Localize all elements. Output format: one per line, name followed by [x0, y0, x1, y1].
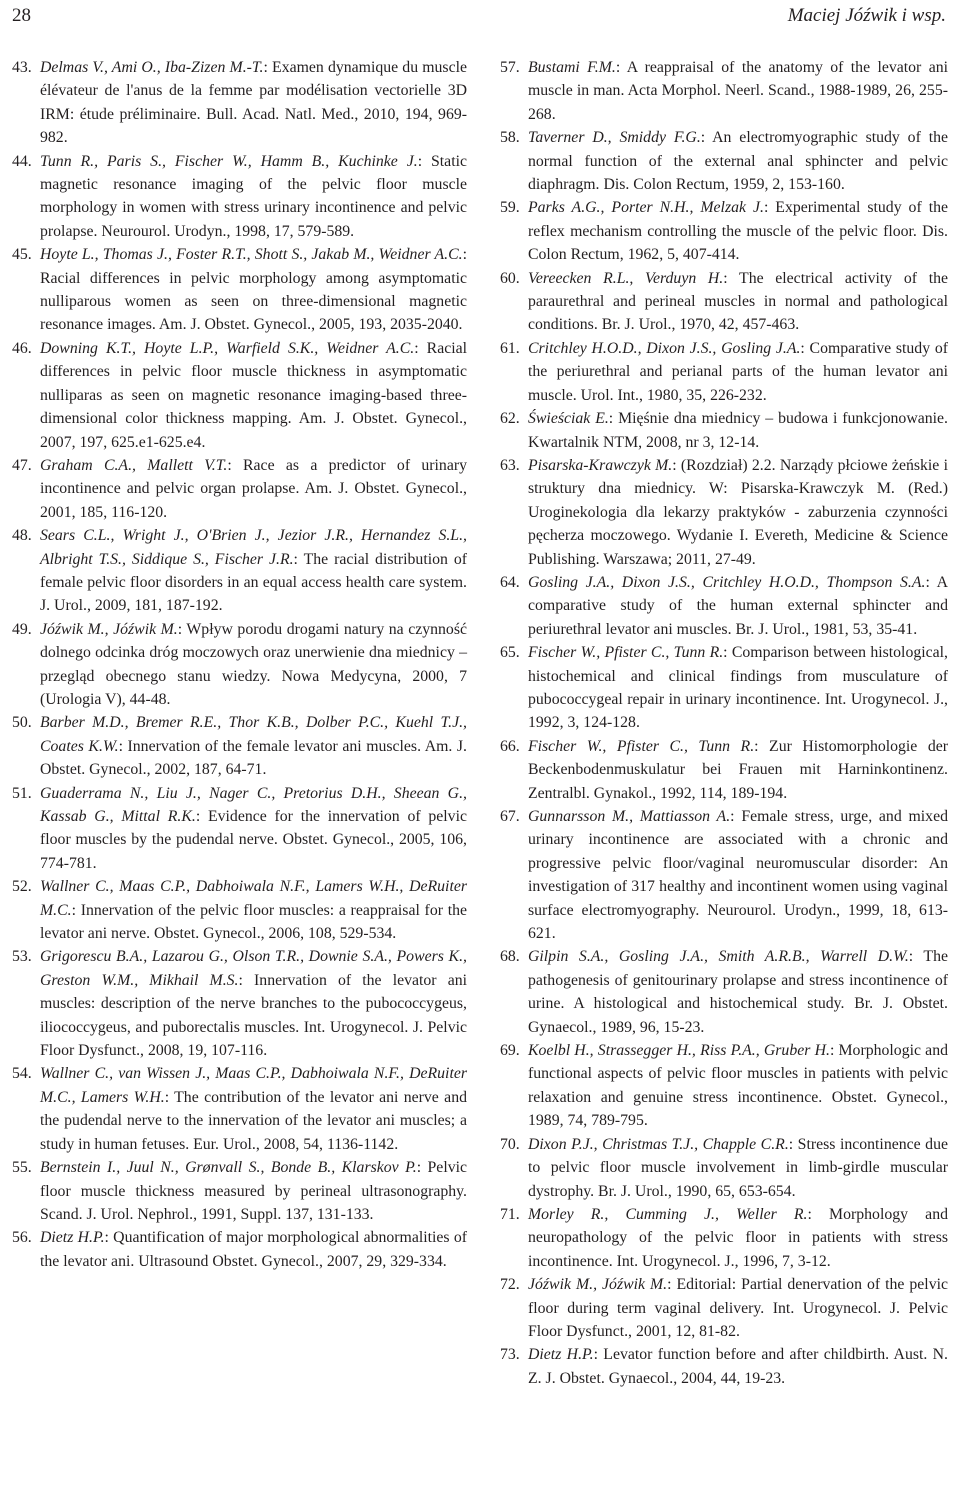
reference-item: [500, 126, 948, 196]
reference-authors: Bernstein I., Juul N., Grønvall S., Bonde B., Klarskov P.: [40, 1159, 417, 1177]
reference-body: [528, 56, 948, 126]
reference-number: 58.: [500, 129, 520, 147]
reference-text: : Zur Histomorphologie der Beckenbodenmuskulatur bei Frauen mit Harninkontinenz. Zentralbl. Gynakol., 1992, 114, 189-194.: [528, 737, 948, 802]
reference-authors: Downing K.T., Hoyte L.P., Warfield S.K., Weidner A.C.: [40, 339, 415, 357]
reference-text: : The pathogenesis of genitourinary prolapse and stress incontinence of urine. A histological and histochemical study. Br. J. Obstet. Gynaecol., 1989, 96, 15-23.: [528, 948, 948, 1036]
reference-authors: Dixon P.J., Christmas T.J., Chapple C.R.: [528, 1135, 789, 1153]
running-title: Maciej Jóźwik i wsp.: [787, 5, 946, 26]
reference-authors: Grigorescu B.A., Lazarou G., Olson T.R., Downie S.A., Powers K., Greston W.M., Mikhail M.S.: [40, 948, 467, 989]
reference-text: : The racial distribution of female pelvic floor disorders in an equal access health care system. J. Urol., 2009, 181, 187-192.: [40, 550, 467, 615]
reference-number: 52.: [12, 878, 32, 896]
reference-authors: Delmas V., Ami O., Iba-Zizen M.-T.: [40, 59, 264, 76]
reference-text: : Race as a predictor of urinary incontinence and pelvic organ prolapse. Am. J. Obstet. Gynecol., 2001, 185, 116-120.: [40, 456, 467, 521]
reference-text: : Innervation of the levator ani muscles: description of the nerve branches to the pubococcygeus, iliococcygeus, and puborectalis muscles. Int. Urogynecol. J. Pelvic Floor Dysfunct., 2008, 19, 107-116.: [40, 971, 467, 1060]
reference-number: 64.: [500, 573, 520, 591]
reference-authors: Pisarska-Krawczyk M.: [528, 456, 673, 474]
reference-body: [528, 407, 948, 454]
reference-authors: Bustami F.M.: [528, 59, 616, 76]
reference-body: [528, 641, 948, 735]
reference-number: 43.: [12, 59, 32, 76]
reference-number: 67.: [500, 808, 520, 825]
reference-authors: Critchley H.O.D., Dixon J.S., Gosling J.A.: [528, 339, 801, 357]
reference-number: 51.: [12, 784, 32, 802]
reference-authors: Gosling J.A., Dixon J.S., Critchley H.O.D., Thompson S.A.: [528, 573, 926, 591]
reference-text: : Stress incontinence due to pelvic floor muscle involvement in limb-girdle muscular dystrophy. Br. J. Urol., 1990, 65, 653-654.: [528, 1135, 948, 1200]
reference-item: [500, 1273, 948, 1343]
reference-number: 68.: [500, 948, 520, 966]
reference-body: [528, 1343, 948, 1390]
reference-authors: Dietz H.P.: [528, 1346, 594, 1364]
reference-body: [528, 267, 948, 337]
reference-number: 45.: [12, 246, 32, 264]
reference-text: : Pelvic floor muscle thickness measured by perineal ultrasonography. Scand. J. Urol. Nephrol., 1991, Suppl. 137, 131-133.: [40, 1159, 468, 1223]
reference-item: [500, 571, 948, 641]
reference-authors: Parks A.G., Porter N.H., Melzak J.: [528, 199, 764, 217]
reference-item: [12, 1156, 467, 1226]
reference-number: 65.: [500, 644, 520, 662]
reference-item: [500, 1203, 948, 1273]
reference-number: 44.: [12, 152, 32, 170]
reference-body: [528, 571, 948, 641]
reference-number: 60.: [500, 269, 520, 287]
reference-text: : An electromyographic study of the normal function of the external anal sphincter and pelvic diaphragm. Dis. Colon Rectum, 1959, 2, 153-160.: [528, 129, 948, 194]
reference-body: [40, 711, 467, 781]
reference-number: 46.: [12, 339, 32, 357]
reference-authors: Tunn R., Paris S., Fischer W., Hamm B., Kuchinke J.: [40, 152, 418, 170]
reference-authors: Guaderrama N., Liu J., Nager C., Pretorius D.H., Sheean G., Kassab G., Mittal R.K.: [40, 784, 467, 825]
reference-body: [528, 196, 948, 266]
reference-body: [528, 1203, 948, 1273]
reference-item: [500, 1133, 948, 1203]
reference-item: [500, 805, 948, 945]
reference-number: 72.: [500, 1276, 520, 1294]
reference-number: 57.: [500, 59, 520, 76]
reference-number: 66.: [500, 737, 520, 755]
reference-number: 53.: [12, 948, 32, 966]
reference-body: [40, 782, 467, 876]
reference-text: : Mięśnie dna miednicy – budowa i funkcjonowanie. Kwartalnik NTM, 2008, nr 3, 12-14.: [528, 410, 948, 451]
reference-item: [500, 267, 948, 337]
reference-text: : A comparative study of the human external sphincter and periurethral levator ani muscles. Br. J. Urol., 1981, 53, 35-41.: [528, 573, 948, 638]
reference-authors: Graham C.A., Mallett V.T.: [40, 456, 228, 474]
reference-item: [500, 1343, 948, 1390]
reference-authors: Dietz H.P.: [40, 1229, 105, 1247]
reference-body: [528, 945, 948, 1039]
reference-authors: Wallner C., Maas C.P., Dabhoiwala N.F., Lamers W.H., DeRuiter M.C.: [40, 878, 467, 919]
reference-item: [500, 1039, 948, 1133]
page-header: [0, 0, 960, 40]
reference-authors: Świeściak E.: [528, 410, 609, 428]
reference-item: [12, 454, 467, 524]
reference-text: : Female stress, urge, and mixed urinary incontinence are associated with a chronic and progressive pelvic floor/vaginal neuromuscular disorder: An investigation of 317 healthy and incontinent women using vaginal surface electromyography. Neurourol. Urodyn., 1999, 18, 613-621.: [528, 808, 948, 943]
reference-body: [40, 618, 467, 712]
reference-body: [40, 1226, 467, 1273]
reference-text: : Comparison between histological, histochemical and clinical findings from musculature of pubococcygeal repair in urinary incontinence. Int. Urogynecol. J., 1992, 3, 124-128.: [528, 644, 948, 732]
reference-number: 61.: [500, 339, 520, 357]
reference-number: 56.: [12, 1229, 32, 1247]
reference-body: [40, 945, 467, 1062]
page-number: 28: [12, 5, 31, 26]
reference-body: [40, 243, 467, 337]
reference-authors: Jóźwik M., Jóźwik M.: [528, 1276, 668, 1294]
reference-body: [40, 454, 467, 524]
reference-body: [528, 1133, 948, 1203]
reference-text: : Racial differences in pelvic floor muscle thickness in asymptomatic nulliparas as seen on magnetic resonance imaging-based three-dimensional color thickness mapping. Am. J. Obstet. Gynecol., 2007, 197, 625.e1-625.e4.: [40, 339, 468, 451]
reference-item: [500, 407, 948, 454]
reference-text: : A reappraisal of the anatomy of the levator ani muscle in man. Acta Morphol. Neerl. Scand., 1988-1989, 26, 255-268.: [528, 59, 948, 123]
reference-item: [12, 782, 467, 876]
reference-number: 73.: [500, 1346, 520, 1364]
references-left-column: [12, 56, 467, 1273]
reference-body: [528, 735, 948, 805]
reference-item: [12, 1062, 467, 1156]
reference-body: [528, 1273, 948, 1343]
reference-number: 47.: [12, 456, 32, 474]
reference-authors: Vereecken R.L., Verduyn H.: [528, 269, 724, 287]
reference-authors: Fischer W., Pfister C., Tunn R.: [528, 737, 755, 755]
reference-item: [500, 945, 948, 1039]
reference-item: [12, 337, 467, 454]
reference-number: 62.: [500, 410, 520, 428]
reference-text: : Static magnetic resonance imaging of the pelvic floor muscle morphology in women with stress urinary incontinence and pelvic prolapse. Neurourol. Urodyn., 1998, 17, 579-589.: [40, 152, 467, 240]
reference-body: [40, 150, 467, 244]
reference-number: 54.: [12, 1065, 32, 1083]
reference-authors: Sears C.L., Wright J., O'Brien J., Jezior J.R., Hernandez S.L., Albright T.S., Siddique S., Fischer J.R.: [40, 527, 467, 568]
reference-text: : Innervation of the female levator ani muscles. Am. J. Obstet. Gynecol., 2002, 187, 64-71.: [40, 737, 467, 779]
reference-item: [500, 337, 948, 407]
reference-number: 59.: [500, 199, 520, 217]
reference-item: [12, 524, 467, 618]
reference-body: [40, 337, 467, 454]
reference-text: : Examen dynamique du muscle élévateur de l'anus de la femme par modélisation vectorielle 3D IRM: étude préliminaire. Bull. Acad. Natl. Med., 2010, 194, 969-982.: [40, 59, 467, 147]
reference-authors: Barber M.D., Bremer R.E., Thor K.B., Dolber P.C., Kuehl T.J., Coates K.W.: [40, 714, 467, 755]
reference-text: : Comparative study of the periurethral and perianal parts of the human levator ani muscle. Urol. Int., 1980, 35, 226-232.: [528, 339, 948, 404]
reference-text: : Innervation of the pelvic floor muscles: a reappraisal for the levator ani nerve. Obstet. Gynecol., 2006, 108, 529-534.: [40, 901, 467, 943]
reference-number: 55.: [12, 1159, 32, 1177]
reference-item: [500, 196, 948, 266]
reference-text: : The electrical activity of the paraurethral and perineal muscles in normal and pathological conditions. Br. J. Urol., 1970, 42, 457-463.: [528, 269, 948, 334]
reference-number: 48.: [12, 527, 32, 545]
reference-item: [500, 641, 948, 735]
reference-authors: Hoyte L., Thomas J., Foster R.T., Shott S., Jakab M., Weidner A.C.: [40, 246, 463, 264]
reference-authors: Fischer W., Pfister C., Tunn R.: [528, 644, 724, 662]
reference-text: : Experimental study of the reflex mechanism controlling the muscle of the pelvic floor. Dis. Colon Rectum, 1962, 5, 407-414.: [528, 199, 948, 264]
reference-number: 49.: [12, 620, 32, 638]
reference-text: : Morphologic and functional aspects of pelvic floor muscles in patients with pelvic relaxation and genuine stress incontinence. Obstet. Gynecol., 1989, 74, 789-795.: [528, 1042, 948, 1130]
reference-number: 63.: [500, 456, 520, 474]
reference-body: [40, 875, 467, 945]
reference-body: [528, 337, 948, 407]
reference-item: [500, 56, 948, 126]
reference-authors: Taverner D., Smiddy F.G.: [528, 129, 701, 147]
reference-text: : (Rozdział) 2.2. Narządy płciowe żeńskie i struktury dna miednicy. W: Pisarska-Krawczyk M. (Red.) Uroginekologia dla lekarzy praktyków - zaburzenia czynności pęcherza moczowego. Wydanie I. Evereth, Medicine & Science Publishing. Warszawa; 2011, 27-49.: [528, 456, 948, 568]
reference-item: [12, 711, 467, 781]
reference-text: : Morphology and neuropathology of the pelvic floor in patients with stress incontinence. Int. Urogynecol. J., 1996, 7, 3-12.: [528, 1205, 948, 1270]
reference-authors: Koelbl H., Strassegger H., Riss P.A., Gruber H.: [528, 1042, 830, 1060]
references-right-column: [500, 56, 948, 1390]
reference-number: 70.: [500, 1135, 520, 1153]
reference-item: [12, 875, 467, 945]
reference-text: : The contribution of the levator ani nerve and the pudendal nerve to the innervation of the levator ani muscles; a study in human fetuses. Eur. Urol., 2008, 54, 1136-1142.: [40, 1088, 467, 1153]
reference-text: : Wpływ porodu drogami natury na czynność dolnego odcinka dróg moczowych oraz unerwienie dna miednicy – przegląd obecnego stanu wiedzy. Nowa Medycyna, 2000, 7 (Urologia V), 44-48.: [40, 620, 467, 708]
reference-item: [12, 945, 467, 1062]
reference-text: : Levator function before and after childbirth. Aust. N. Z. J. Obstet. Gynaecol., 2004, 44, 19-23.: [528, 1346, 948, 1387]
reference-item: [12, 243, 467, 337]
reference-number: 71.: [500, 1205, 520, 1223]
reference-text: : Evidence for the innervation of pelvic floor muscles by the pudendal nerve. Obstet. Gynecol., 2005, 106, 774-781.: [40, 808, 467, 872]
reference-number: 69.: [500, 1042, 520, 1060]
reference-authors: Morley R., Cumming J., Weller R.: [528, 1205, 808, 1223]
reference-authors: Gilpin S.A., Gosling J.A., Smith A.R.B., Warrell D.W.: [528, 948, 909, 966]
reference-item: [12, 1226, 467, 1273]
reference-body: [40, 524, 467, 618]
reference-authors: Wallner C., van Wissen J., Maas C.P., Dabhoiwala N.F., DeRuiter M.C., Lamers W.H.: [40, 1065, 467, 1106]
reference-text: : Quantification of major morphological abnormalities of the levator ani. Ultrasound Obstet. Gynecol., 2007, 29, 329-334.: [40, 1229, 467, 1270]
reference-number: 50.: [12, 714, 32, 732]
reference-item: [500, 454, 948, 571]
reference-body: [528, 454, 948, 571]
reference-body: [528, 1039, 948, 1133]
reference-authors: Gunnarsson M., Mattiasson A.: [528, 808, 731, 825]
reference-body: [528, 126, 948, 196]
reference-text: : Editorial: Partial denervation of the pelvic floor during term vaginal delivery. Int. Urogynecol. J. Pelvic Floor Dysfunct., 2001, 12, 81-82.: [528, 1276, 948, 1340]
reference-body: [40, 56, 467, 150]
reference-text: : Racial differences in pelvic morphology among asymptomatic nulliparous women as seen on three-dimensional magnetic resonance images. Am. J. Obstet. Gynecol., 2005, 193, 2035-2040.: [40, 246, 467, 334]
reference-body: [40, 1156, 467, 1226]
reference-item: [500, 735, 948, 805]
reference-item: [12, 56, 467, 150]
reference-body: [528, 805, 948, 945]
reference-item: [12, 618, 467, 712]
reference-authors: Jóźwik M., Jóźwik M.: [40, 620, 178, 638]
reference-item: [12, 150, 467, 244]
reference-body: [40, 1062, 467, 1156]
